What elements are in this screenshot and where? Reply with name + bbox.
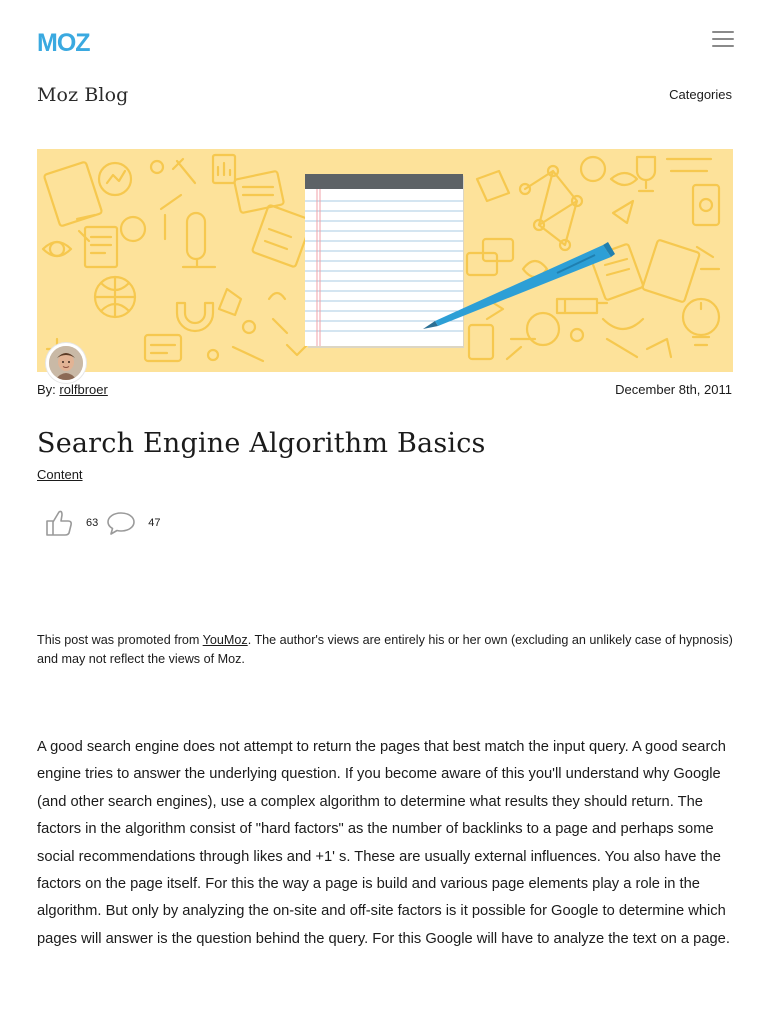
thumbs-up-icon[interactable] <box>44 508 74 538</box>
category-link[interactable]: Content <box>37 467 83 482</box>
logo-text: MOZ <box>37 30 90 54</box>
post-stats <box>44 506 169 540</box>
publish-date: December 8th, 2011 <box>615 382 732 397</box>
hero-illustration <box>37 149 733 372</box>
youmoz-link[interactable]: YouMoz <box>202 633 248 647</box>
avatar-image <box>49 346 83 380</box>
moz-logo-icon <box>37 30 121 54</box>
post-title: Search Engine Algorithm Basics <box>37 428 486 459</box>
blog-title[interactable]: Moz Blog <box>37 84 129 106</box>
promo-text-before: This post was promoted from <box>37 633 203 647</box>
byline <box>37 382 108 397</box>
author-link[interactable]: rolfbroer <box>59 382 108 397</box>
promo-text-after: . The author's views are entirely his or her own (excluding an unlikely case of hypnosis) and may not reflect the views of Moz. <box>37 633 733 666</box>
promotion-note <box>37 631 733 669</box>
by-label: By: <box>37 382 56 397</box>
comment-bubble-icon[interactable] <box>106 508 136 538</box>
article-body-paragraph: A good search engine does not attempt to return the pages that best match the input query. A good search engine tries to answer the underlying question. If you become aware of this you'll understand why Google (and other search engines), use a complex algorithm to determine what results they should return. The factors in the algorithm consist of "hard factors" as the number of backlinks to a page and perhaps some social recommendations through likes and +1' s. These are usually external influences. You also have the factors on the page itself. For this the way a page is build and various page elements play a role in the algorithm. But only by analyzing the on-site and off-site factors is it possible for Google to determine which pages will answer is the question behind the query. For this Google will have to analyze the text on a page. <box>37 739 730 947</box>
author-avatar[interactable] <box>46 343 86 383</box>
top-bar <box>0 0 768 84</box>
categories-link[interactable]: Categories <box>669 87 732 102</box>
moz-logo[interactable] <box>37 30 121 54</box>
comments-count: 47 <box>148 517 161 529</box>
hamburger-menu-icon[interactable] <box>712 31 734 49</box>
likes-count: 63 <box>86 517 99 529</box>
hero-image <box>37 149 733 372</box>
